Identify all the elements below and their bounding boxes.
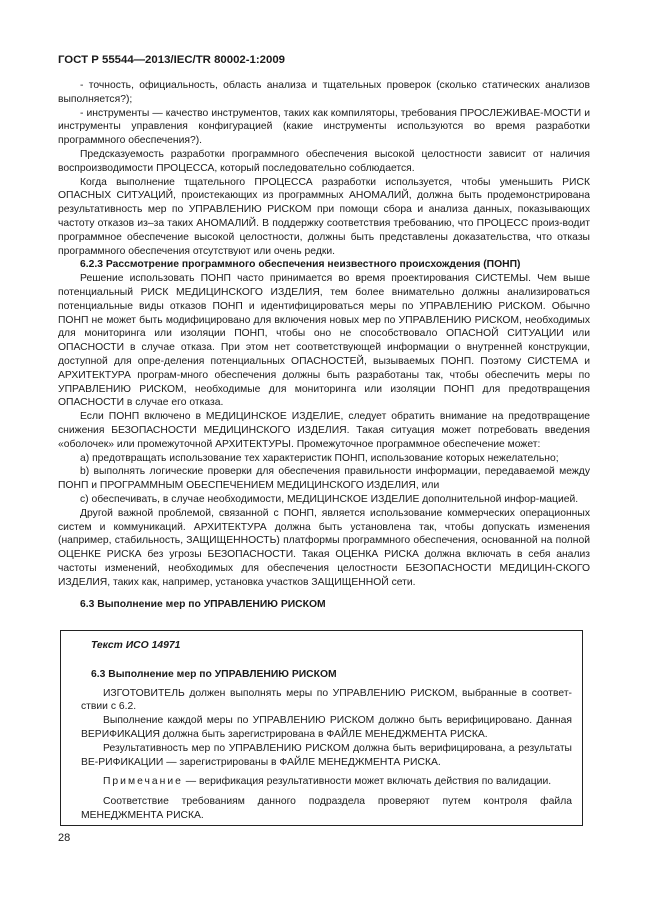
box-title: Текст ИСО 14971	[91, 640, 181, 651]
section-heading-6-2-3: 6.2.3 Рассмотрение программного обеспечения неизвестного происхождения (ПОНП)	[80, 259, 521, 271]
box-note	[81, 775, 572, 789]
section-heading-6-3: 6.3 Выполнение мер по УПРАВЛЕНИЮ РИСКОМ	[80, 599, 326, 611]
paragraph: - точность, официальность, область анализа и тщательных проверок (сколько статических анализов выполняется?);	[58, 80, 590, 105]
paragraph: Когда выполнение тщательного ПРОЦЕССА разработки используется, чтобы уменьшить РИСК ОПАСНЫХ СИТУАЦИЙ, проистекающих из программных АНОМАЛИЙ, должна быть продемонстрирована результативность мер по УПРАВЛЕНИЮ РИСКОМ при помощи сбора и анализа данных, показывающих частоту отказов из–за таких АНОМАЛИЙ. В поддержку соответствия требованию, что ПРОЦЕСС произ-водит программное обеспечение высокой целостности, должны быть представлены доказательства, что отказы программного обеспечения отсутствуют или очень редки.	[58, 176, 590, 257]
list-item-b: b) выполнять логические проверки для обеспечения правильности информации, передаваемой между ПОНП и ПРОГРАММНЫМ ОБЕСПЕЧЕНИЕМ МЕДИЦИНСКОГО ИЗДЕЛИЯ, или	[58, 466, 590, 492]
box-heading: 6.3 Выполнение мер по УПРАВЛЕНИЮ РИСКОМ	[91, 668, 337, 680]
iso-quote-box	[60, 630, 583, 826]
box-paragraph: ИЗГОТОВИТЕЛЬ должен выполнять меры по УПРАВЛЕНИЮ РИСКОМ, выбранные в соответ-ствии с 6.2.	[81, 687, 572, 713]
box-paragraph: Соответствие требованиям данного подраздела проверяют путем контроля файла МЕНЕДЖМЕНТА РИСКА.	[81, 796, 572, 821]
note-label: Примечание	[103, 776, 183, 788]
note-text: — верификация результативности может включать действия по валидации.	[182, 776, 552, 788]
box-paragraph: Результативность мер по УПРАВЛЕНИЮ РИСКОМ должна быть верифицирована, а результаты ВЕ-РИФИКАЦИИ — зарегистрированы в ФАЙЛЕ МЕНЕДЖМЕНТА РИСКА.	[81, 742, 572, 768]
list-item-c: c) обеспечивать, в случае необходимости, МЕДИЦИНСКОЕ ИЗДЕЛИЕ дополнительной инфор-мацией.	[80, 493, 579, 505]
paragraph: - инструменты — качество инструментов, таких как компиляторы, требования ПРОСЛЕЖИВАЕ-МОСТИ и инструменты управления конфигурацией (какие инструменты используются во время разработки программного обеспечения?).	[58, 107, 590, 147]
page-number: 28	[58, 832, 71, 844]
main-text	[58, 79, 590, 612]
paragraph: Если ПОНП включено в МЕДИЦИНСКОЕ ИЗДЕЛИЕ, следует обратить внимание на предотвращение снижения БЕЗОПАСНОСТИ МЕДИЦИНСКОГО ИЗДЕЛИЯ. Такая ситуация может потребовать введения «оболочек» или промежуточной АРХИТЕКТУРЫ. Промежуточное программное обеспечение может:	[58, 411, 590, 450]
paragraph: Предсказуемость разработки программного обеспечения высокой целостности зависит от наличия воспроизводимости ПРОЦЕССА, который последовательно соблюдается.	[58, 148, 590, 174]
paragraph: Решение использовать ПОНП часто принимается во время проектирования СИСТЕМЫ. Чем выше потенциальный РИСК МЕДИЦИНСКОГО ИЗДЕЛИЯ, тем более внимательно должны анализироваться потенциальные виды отказов ПОНП и идентифицироваться меры по УПРАВЛЕНИЮ РИСКОМ. Обычно ПОНП не может быть модифицировано для включения новых мер по УПРАВЛЕНИЮ РИСКОМ, необходимых для мониторинга или изоляции ПОНП, чтобы оно не способствовало ОПАСНОЙ СИТУАЦИИ или ОПАСНОСТИ в случае отказа. При этом нет соответствующей информации о внутренней конструкции, доступной для опре-деления потенциальных ОПАСНОСТЕЙ, вызываемых ПОНП. Поэтому СИСТЕМА и АРХИТЕКТУРА програм-много обеспечения должны быть разработаны так, чтобы обеспечить меры по УПРАВЛЕНИЮ РИСКОМ, необходимые для мониторинга или изоляции ПОНП для предотвращения ОПАСНОСТИ в случае его отказа.	[58, 273, 590, 409]
paragraph: Другой важной проблемой, связанной с ПОНП, является использование коммерческих операционных систем и коммуникаций. АРХИТЕКТУРА должна быть установлена так, чтобы допускать изменения (например, стабильность, ЗАЩИЩЕННОСТЬ) платформы программного обеспечения, основанной на полной ОЦЕНКЕ РИСКА без угрозы БЕЗОПАСНОСТИ. Такая ОЦЕНКА РИСКА должна включать в себя анализ частоты изменений, необходимых для обеспечения целостности БЕЗОПАСНОСТИ МЕДИЦИН-СКОГО ИЗДЕЛИЯ, таких как, например, установка участков ЗАЩИЩЕННОЙ сети.	[58, 507, 590, 588]
list-item-a: a) предотвращать использование тех характеристик ПОНП, использование которых нежелательно;	[80, 452, 559, 464]
box-paragraph: Выполнение каждой меры по УПРАВЛЕНИЮ РИСКОМ должно быть верифицировано. Данная ВЕРИФИКАЦИЯ должна быть зарегистрирована в ФАЙЛЕ МЕНЕДЖМЕНТА РИСКА.	[81, 715, 572, 740]
running-header: ГОСТ Р 55544—2013/IEC/TR 80002-1:2009	[58, 54, 286, 66]
